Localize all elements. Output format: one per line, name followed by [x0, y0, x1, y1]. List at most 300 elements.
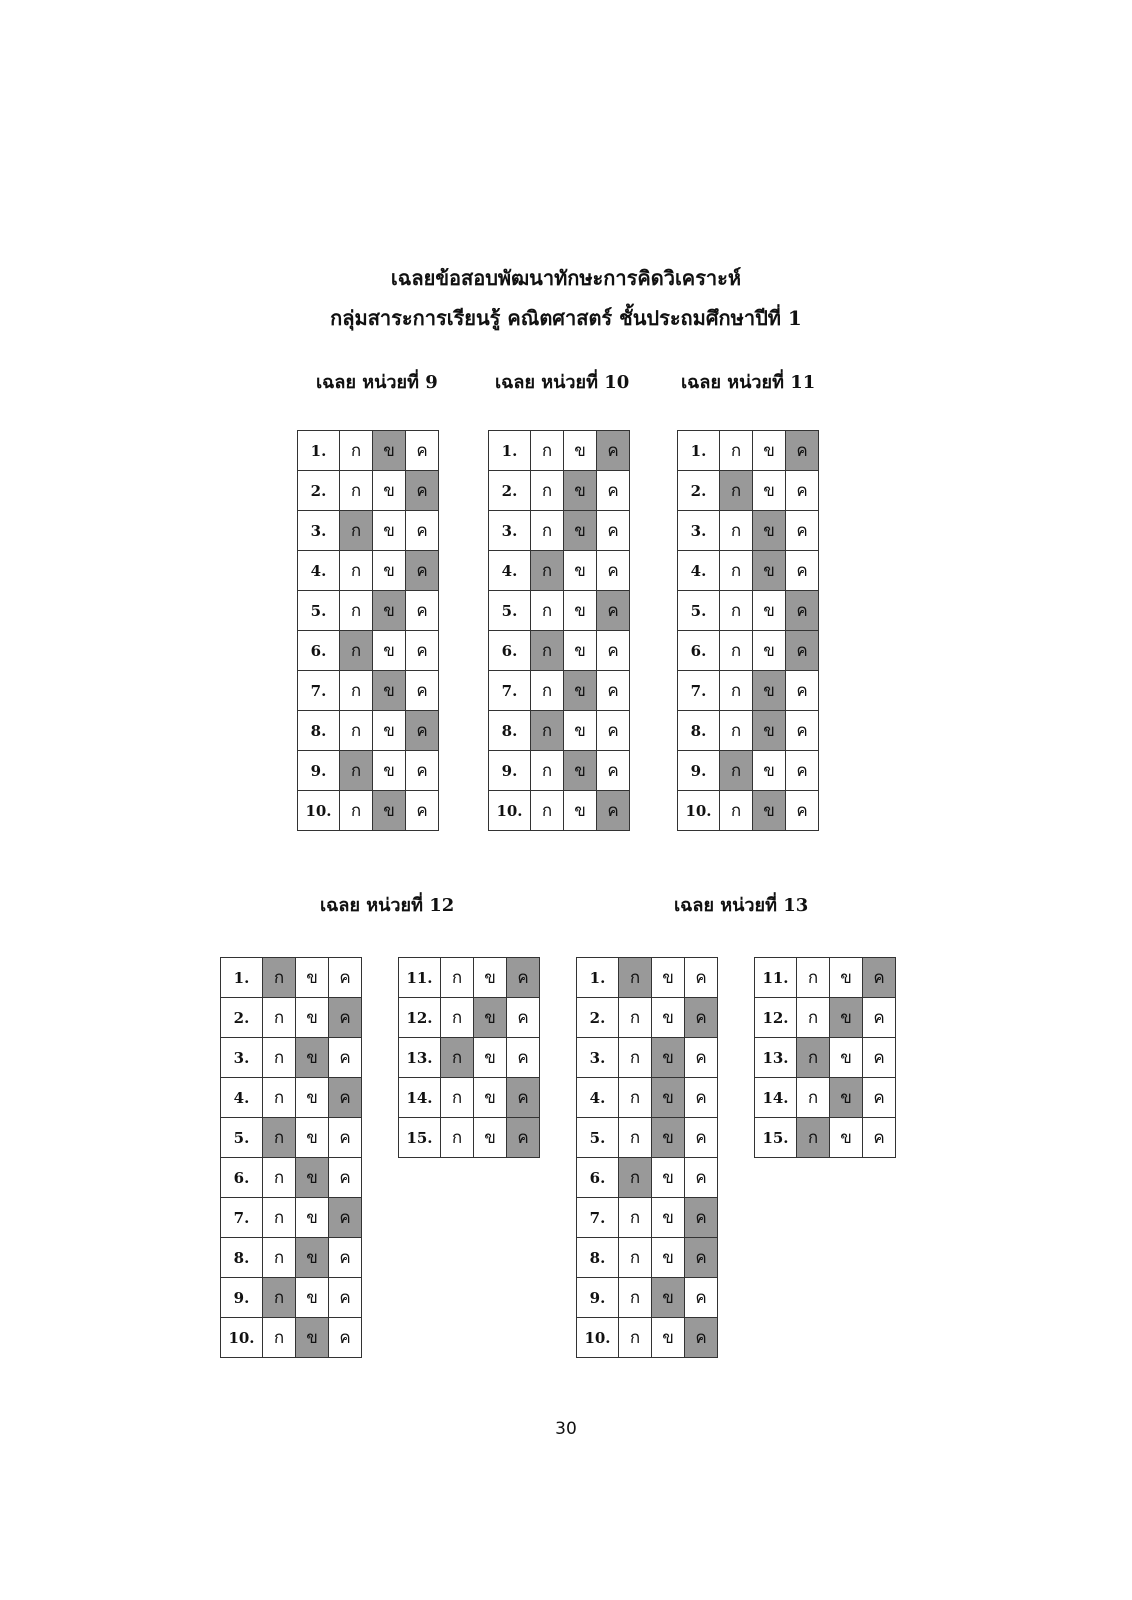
- option-cell-selected: ข: [652, 1118, 685, 1158]
- option-cell-selected: ก: [340, 751, 373, 791]
- question-number: 4.: [678, 551, 720, 591]
- table-row: [221, 998, 362, 1038]
- option-cell: ก: [619, 1038, 652, 1078]
- option-cell: ค: [597, 751, 630, 791]
- table-row: [298, 551, 439, 591]
- table-row: [678, 631, 819, 671]
- option-cell: ข: [564, 631, 597, 671]
- table-row: [489, 591, 630, 631]
- option-cell-selected: ก: [340, 511, 373, 551]
- option-cell: ข: [373, 511, 406, 551]
- table-row: [221, 1118, 362, 1158]
- question-number: 10.: [577, 1318, 619, 1358]
- option-cell: ก: [340, 591, 373, 631]
- option-cell-selected: ก: [797, 1118, 830, 1158]
- option-cell: ก: [531, 791, 564, 831]
- table-row: [221, 1238, 362, 1278]
- option-cell: ก: [619, 1278, 652, 1318]
- table-row: [221, 1278, 362, 1318]
- option-cell: ค: [863, 998, 896, 1038]
- option-cell-selected: ข: [652, 1038, 685, 1078]
- option-cell-selected: ก: [619, 1158, 652, 1198]
- option-cell: ก: [720, 791, 753, 831]
- option-cell: ก: [619, 998, 652, 1038]
- question-number: 13.: [399, 1038, 441, 1078]
- option-cell: ก: [619, 1198, 652, 1238]
- table-row: [399, 1078, 540, 1118]
- option-cell: ค: [597, 511, 630, 551]
- option-cell: ค: [406, 751, 439, 791]
- question-number: 8.: [678, 711, 720, 751]
- question-number: 1.: [678, 431, 720, 471]
- option-cell: ข: [564, 791, 597, 831]
- question-number: 12.: [399, 998, 441, 1038]
- option-cell: ข: [373, 551, 406, 591]
- question-number: 3.: [678, 511, 720, 551]
- option-cell: ค: [685, 1118, 718, 1158]
- option-cell: ก: [531, 591, 564, 631]
- question-number: 1.: [221, 958, 263, 998]
- option-cell: ก: [720, 551, 753, 591]
- option-cell: ค: [786, 671, 819, 711]
- answer-table-unit-13-part-2: [754, 957, 896, 1158]
- option-cell-selected: ข: [753, 671, 786, 711]
- table-row: [755, 958, 896, 998]
- question-number: 4.: [221, 1078, 263, 1118]
- option-cell-selected: ข: [564, 671, 597, 711]
- answer-table-unit-11: [677, 430, 819, 831]
- option-cell: ข: [296, 1078, 329, 1118]
- option-cell: ข: [830, 1038, 863, 1078]
- option-cell-selected: ค: [685, 1238, 718, 1278]
- option-cell: ก: [263, 1078, 296, 1118]
- option-cell-selected: ค: [685, 1318, 718, 1358]
- unit-10-title: เฉลย หน่วยที่ 10: [495, 372, 630, 393]
- option-cell: ค: [597, 551, 630, 591]
- option-cell: ข: [296, 998, 329, 1038]
- question-number: 8.: [221, 1238, 263, 1278]
- option-cell-selected: ก: [531, 711, 564, 751]
- option-cell: ข: [373, 711, 406, 751]
- unit-13-title: เฉลย หน่วยที่ 13: [674, 895, 809, 916]
- table-row: [577, 1038, 718, 1078]
- option-cell: ก: [720, 431, 753, 471]
- option-cell: ค: [786, 711, 819, 751]
- option-cell: ข: [373, 751, 406, 791]
- option-cell-selected: ก: [720, 751, 753, 791]
- option-cell: ค: [685, 1038, 718, 1078]
- option-cell: ค: [786, 551, 819, 591]
- option-cell-selected: ค: [863, 958, 896, 998]
- option-cell-selected: ข: [373, 431, 406, 471]
- option-cell: ค: [406, 431, 439, 471]
- option-cell: ข: [652, 1198, 685, 1238]
- option-cell: ก: [340, 551, 373, 591]
- option-cell: ค: [406, 631, 439, 671]
- option-cell: ข: [564, 711, 597, 751]
- table-row: [489, 511, 630, 551]
- table-row: [298, 791, 439, 831]
- option-cell-selected: ก: [619, 958, 652, 998]
- option-cell-selected: ค: [329, 1198, 362, 1238]
- table-row: [221, 1318, 362, 1358]
- option-cell-selected: ข: [564, 471, 597, 511]
- answer-table-unit-12-part-1: [220, 957, 362, 1358]
- question-number: 5.: [577, 1118, 619, 1158]
- table-row: [755, 1118, 896, 1158]
- table-row: [489, 791, 630, 831]
- option-cell: ข: [652, 1318, 685, 1358]
- option-cell: ค: [406, 591, 439, 631]
- question-number: 5.: [489, 591, 531, 631]
- answer-table-unit-9: [297, 430, 439, 831]
- option-cell-selected: ข: [753, 791, 786, 831]
- option-cell: ก: [441, 1118, 474, 1158]
- option-cell: ก: [340, 431, 373, 471]
- question-number: 6.: [577, 1158, 619, 1198]
- option-cell: ข: [564, 431, 597, 471]
- option-cell: ก: [441, 998, 474, 1038]
- question-number: 7.: [678, 671, 720, 711]
- question-number: 9.: [577, 1278, 619, 1318]
- option-cell: ก: [619, 1118, 652, 1158]
- option-cell: ค: [685, 1158, 718, 1198]
- table-row: [755, 998, 896, 1038]
- table-row: [678, 471, 819, 511]
- question-number: 1.: [298, 431, 340, 471]
- unit-12-title: เฉลย หน่วยที่ 12: [320, 895, 455, 916]
- option-cell: ก: [720, 631, 753, 671]
- option-cell: ค: [786, 471, 819, 511]
- option-cell-selected: ข: [474, 998, 507, 1038]
- option-cell: ค: [685, 958, 718, 998]
- option-cell: ข: [474, 958, 507, 998]
- option-cell: ข: [474, 1118, 507, 1158]
- question-number: 12.: [755, 998, 797, 1038]
- option-cell-selected: ข: [830, 1078, 863, 1118]
- option-cell: ก: [531, 511, 564, 551]
- answer-table-unit-13-part-1: [576, 957, 718, 1358]
- option-cell: ค: [863, 1078, 896, 1118]
- option-cell-selected: ค: [329, 1078, 362, 1118]
- table-row: [678, 591, 819, 631]
- option-cell: ค: [406, 791, 439, 831]
- table-row: [298, 711, 439, 751]
- option-cell-selected: ข: [373, 591, 406, 631]
- option-cell-selected: ข: [373, 791, 406, 831]
- table-row: [678, 791, 819, 831]
- table-row: [577, 958, 718, 998]
- answer-table-unit-12-part-2: [398, 957, 540, 1158]
- option-cell: ก: [441, 958, 474, 998]
- option-cell: ค: [685, 1078, 718, 1118]
- option-cell: ก: [720, 511, 753, 551]
- option-cell: ข: [830, 958, 863, 998]
- option-cell-selected: ค: [786, 591, 819, 631]
- option-cell-selected: ก: [531, 631, 564, 671]
- option-cell: ก: [720, 671, 753, 711]
- table-row: [221, 1038, 362, 1078]
- option-cell-selected: ข: [652, 1278, 685, 1318]
- table-row: [399, 998, 540, 1038]
- option-cell: ก: [531, 751, 564, 791]
- option-cell: ข: [373, 631, 406, 671]
- option-cell-selected: ข: [564, 511, 597, 551]
- option-cell: ค: [786, 511, 819, 551]
- option-cell: ก: [720, 711, 753, 751]
- option-cell: ก: [340, 791, 373, 831]
- table-row: [489, 551, 630, 591]
- option-cell: ค: [406, 511, 439, 551]
- question-number: 7.: [221, 1198, 263, 1238]
- table-row: [577, 1238, 718, 1278]
- option-cell-selected: ค: [507, 1078, 540, 1118]
- option-cell-selected: ข: [652, 1078, 685, 1118]
- option-cell: ก: [619, 1238, 652, 1278]
- option-cell: ข: [652, 958, 685, 998]
- option-cell: ก: [263, 1158, 296, 1198]
- table-row: [678, 511, 819, 551]
- option-cell: ก: [263, 1038, 296, 1078]
- table-row: [678, 431, 819, 471]
- table-row: [678, 671, 819, 711]
- option-cell: ค: [507, 1038, 540, 1078]
- option-cell-selected: ค: [786, 431, 819, 471]
- question-number: 9.: [298, 751, 340, 791]
- option-cell: ก: [797, 958, 830, 998]
- question-number: 1.: [577, 958, 619, 998]
- table-row: [577, 1078, 718, 1118]
- option-cell: ข: [652, 1158, 685, 1198]
- table-row: [298, 751, 439, 791]
- table-row: [298, 671, 439, 711]
- option-cell: ข: [753, 591, 786, 631]
- table-row: [399, 1118, 540, 1158]
- option-cell-selected: ข: [753, 711, 786, 751]
- question-number: 3.: [298, 511, 340, 551]
- question-number: 4.: [577, 1078, 619, 1118]
- question-number: 10.: [221, 1318, 263, 1358]
- option-cell-selected: ก: [340, 631, 373, 671]
- question-number: 6.: [298, 631, 340, 671]
- table-row: [298, 471, 439, 511]
- table-row: [221, 1198, 362, 1238]
- option-cell: ก: [531, 431, 564, 471]
- question-number: 3.: [577, 1038, 619, 1078]
- question-number: 2.: [489, 471, 531, 511]
- table-row: [577, 1198, 718, 1238]
- option-cell-selected: ค: [597, 791, 630, 831]
- option-cell-selected: ค: [406, 711, 439, 751]
- question-number: 2.: [221, 998, 263, 1038]
- question-number: 15.: [755, 1118, 797, 1158]
- table-row: [399, 958, 540, 998]
- option-cell: ข: [296, 1278, 329, 1318]
- option-cell: ข: [652, 1238, 685, 1278]
- option-cell-selected: ข: [753, 511, 786, 551]
- option-cell: ค: [329, 1238, 362, 1278]
- option-cell-selected: ก: [263, 958, 296, 998]
- table-row: [489, 471, 630, 511]
- unit-9-title: เฉลย หน่วยที่ 9: [316, 372, 438, 393]
- question-number: 4.: [298, 551, 340, 591]
- option-cell: ค: [685, 1278, 718, 1318]
- table-row: [577, 1158, 718, 1198]
- table-row: [298, 591, 439, 631]
- table-row: [489, 671, 630, 711]
- question-number: 10.: [678, 791, 720, 831]
- table-row: [221, 958, 362, 998]
- question-number: 10.: [298, 791, 340, 831]
- option-cell-selected: ค: [507, 958, 540, 998]
- option-cell: ข: [564, 551, 597, 591]
- answer-table-unit-10: [488, 430, 630, 831]
- option-cell: ค: [329, 1278, 362, 1318]
- option-cell-selected: ก: [263, 1278, 296, 1318]
- option-cell: ค: [597, 631, 630, 671]
- option-cell: ค: [329, 1038, 362, 1078]
- option-cell: ก: [720, 591, 753, 631]
- option-cell: ข: [753, 631, 786, 671]
- option-cell: ข: [652, 998, 685, 1038]
- option-cell: ก: [263, 1238, 296, 1278]
- option-cell-selected: ก: [263, 1118, 296, 1158]
- option-cell-selected: ค: [329, 998, 362, 1038]
- question-number: 7.: [298, 671, 340, 711]
- option-cell: ก: [263, 1318, 296, 1358]
- option-cell-selected: ข: [296, 1318, 329, 1358]
- option-cell: ข: [474, 1078, 507, 1118]
- option-cell-selected: ข: [296, 1238, 329, 1278]
- page-title: เฉลยข้อสอบพัฒนาทักษะการคิดวิเคราะห์: [390, 266, 742, 290]
- table-row: [577, 1118, 718, 1158]
- option-cell: ข: [296, 1198, 329, 1238]
- unit-11-title: เฉลย หน่วยที่ 11: [681, 372, 816, 393]
- option-cell-selected: ข: [753, 551, 786, 591]
- option-cell: ก: [340, 711, 373, 751]
- question-number: 8.: [489, 711, 531, 751]
- option-cell-selected: ข: [830, 998, 863, 1038]
- question-number: 15.: [399, 1118, 441, 1158]
- question-number: 14.: [755, 1078, 797, 1118]
- table-row: [221, 1078, 362, 1118]
- option-cell: ข: [296, 958, 329, 998]
- question-number: 7.: [489, 671, 531, 711]
- question-number: 7.: [577, 1198, 619, 1238]
- option-cell: ข: [753, 751, 786, 791]
- option-cell-selected: ข: [373, 671, 406, 711]
- option-cell: ก: [531, 471, 564, 511]
- question-number: 3.: [221, 1038, 263, 1078]
- option-cell: ค: [329, 1118, 362, 1158]
- table-row: [755, 1078, 896, 1118]
- table-row: [489, 711, 630, 751]
- option-cell: ค: [597, 671, 630, 711]
- option-cell: ก: [340, 671, 373, 711]
- option-cell: ก: [619, 1318, 652, 1358]
- option-cell-selected: ก: [797, 1038, 830, 1078]
- option-cell: ก: [797, 1078, 830, 1118]
- option-cell: ค: [329, 958, 362, 998]
- table-row: [577, 1318, 718, 1358]
- option-cell: ก: [619, 1078, 652, 1118]
- table-row: [399, 1038, 540, 1078]
- table-row: [298, 511, 439, 551]
- question-number: 5.: [678, 591, 720, 631]
- table-row: [577, 998, 718, 1038]
- question-number: 1.: [489, 431, 531, 471]
- option-cell: ค: [329, 1158, 362, 1198]
- table-row: [678, 711, 819, 751]
- option-cell: ค: [597, 711, 630, 751]
- option-cell: ค: [406, 671, 439, 711]
- option-cell: ข: [830, 1118, 863, 1158]
- option-cell: ก: [263, 1198, 296, 1238]
- option-cell-selected: ค: [507, 1118, 540, 1158]
- option-cell: ค: [863, 1118, 896, 1158]
- option-cell-selected: ค: [685, 998, 718, 1038]
- question-number: 2.: [678, 471, 720, 511]
- table-row: [298, 631, 439, 671]
- option-cell: ก: [263, 998, 296, 1038]
- option-cell: ข: [564, 591, 597, 631]
- page-number: 30: [555, 1419, 577, 1439]
- option-cell: ข: [373, 471, 406, 511]
- question-number: 6.: [678, 631, 720, 671]
- option-cell: ค: [329, 1318, 362, 1358]
- option-cell-selected: ค: [406, 471, 439, 511]
- table-row: [678, 751, 819, 791]
- table-row: [577, 1278, 718, 1318]
- option-cell: ก: [797, 998, 830, 1038]
- option-cell-selected: ข: [296, 1038, 329, 1078]
- question-number: 11.: [755, 958, 797, 998]
- question-number: 2.: [298, 471, 340, 511]
- table-row: [755, 1038, 896, 1078]
- option-cell-selected: ก: [720, 471, 753, 511]
- option-cell: ก: [340, 471, 373, 511]
- question-number: 5.: [298, 591, 340, 631]
- option-cell: ค: [786, 791, 819, 831]
- option-cell-selected: ข: [296, 1158, 329, 1198]
- option-cell-selected: ก: [441, 1038, 474, 1078]
- option-cell: ก: [531, 671, 564, 711]
- option-cell-selected: ค: [685, 1198, 718, 1238]
- option-cell-selected: ข: [564, 751, 597, 791]
- question-number: 6.: [489, 631, 531, 671]
- question-number: 11.: [399, 958, 441, 998]
- option-cell: ก: [441, 1078, 474, 1118]
- page-subtitle: กลุ่มสาระการเรียนรู้ คณิตศาสตร์ ชั้นประถมศึกษาปีที่ 1: [330, 306, 802, 330]
- table-row: [489, 631, 630, 671]
- question-number: 13.: [755, 1038, 797, 1078]
- option-cell: ข: [474, 1038, 507, 1078]
- option-cell-selected: ค: [597, 591, 630, 631]
- question-number: 9.: [489, 751, 531, 791]
- question-number: 5.: [221, 1118, 263, 1158]
- option-cell: ค: [786, 751, 819, 791]
- option-cell: ค: [863, 1038, 896, 1078]
- option-cell-selected: ค: [786, 631, 819, 671]
- question-number: 8.: [298, 711, 340, 751]
- question-number: 3.: [489, 511, 531, 551]
- table-row: [489, 431, 630, 471]
- table-row: [298, 431, 439, 471]
- table-row: [489, 751, 630, 791]
- question-number: 8.: [577, 1238, 619, 1278]
- question-number: 10.: [489, 791, 531, 831]
- question-number: 9.: [678, 751, 720, 791]
